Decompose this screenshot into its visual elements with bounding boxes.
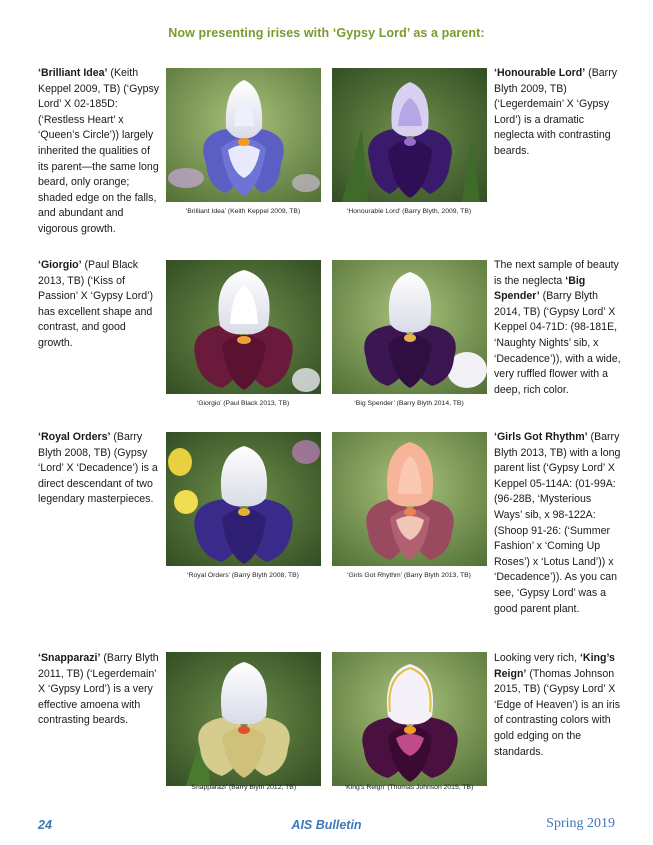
caption-kings-reign: ‘King’s Reign’ (Thomas Johnson 2015, TB) xyxy=(344,784,474,791)
description-giorgio xyxy=(38,258,160,352)
photo-kings-reign xyxy=(332,652,487,786)
photo-royal-orders xyxy=(166,432,321,566)
iris-description: (Barry Blyth 2009, TB) (‘Legerdemain’ X ‘Gypsy Lord’) is a dramatic neglecta with contrasting beards. xyxy=(494,67,618,157)
description-kings-reign xyxy=(494,651,622,760)
caption-giorgio: ‘Giorgio’ (Paul Black 2013, TB) xyxy=(196,400,290,407)
iris-name: ‘Big Spender’ xyxy=(494,274,586,303)
photo-girls-got-rhythm xyxy=(332,432,487,566)
iris-description: (Barry Blyth 2008, TB) (Gypsy ‘Lord’ X ‘Decadence’) is a direct descendant of two legendary masterpieces. xyxy=(38,431,158,506)
page-number: 24 xyxy=(38,818,52,832)
description-girls-got-rhythm xyxy=(494,430,622,617)
issue-date: Spring 2019 xyxy=(546,816,615,831)
description-royal-orders xyxy=(38,430,160,508)
iris-name: ‘Honourable Lord’ xyxy=(494,67,586,79)
caption-royal-orders: ‘Royal Orders’ (Barry Blyth 2008, TB) xyxy=(187,572,299,579)
iris-name: ‘Girls Got Rhythm’ xyxy=(494,431,588,443)
caption-brilliant-idea: ‘Brilliant Idea’ (Keith Keppel 2009, TB) xyxy=(185,208,301,215)
iris-description: (Barry Blyth 2013, TB) with a long parent list (‘Gypsy Lord’ X Keppel 05-114A: (01-99A: (96-28B, ‘Mysterious Ways’ sib, x 98-122A: (Shoop 91-26: (‘Summer Fashion’ x ‘Coming Up Roses’) x ‘Lotus Land’)) x ‘Decadence’)). As you can see, ‘Gypsy Lord’ was a good parent plant. xyxy=(494,431,621,615)
photo-big-spender xyxy=(332,260,487,394)
photo-brilliant-idea xyxy=(166,68,321,202)
iris-name: ‘King’s Reign’ xyxy=(494,652,615,680)
iris-description: (Thomas Johnson 2015, TB) (‘Gypsy Lord’ X ‘Edge of Heaven’) is an iris of contrasting colors with gold edging on the standards. xyxy=(494,667,621,758)
iris-description: (Barry Blyth 2014, TB) (‘Gypsy Lord’ X Keppel 04-71D: (98-181E, ‘Naughty Nights’ sib, x ‘Decadence’)), with a wide, very ruffled flower with a deep, rich color. xyxy=(494,290,621,396)
iris-intro: The next sample of beauty is the neglecta xyxy=(494,259,619,287)
iris-name: ‘Giorgio’ xyxy=(38,259,82,271)
iris-description: (Keith Keppel 2009, TB) (‘Gypsy Lord’ X 02-185D: (‘Restless Heart’ x ‘Queen’s Circle’)) largely inherited the qualities of its parent—the same long beard, only orange; shaded edge on the falls, and abundant and vigorous growth. xyxy=(38,67,160,235)
photo-giorgio xyxy=(166,260,321,394)
iris-description: (Barry Blyth 2011, TB) (‘Legerdemain’ X ‘Gypsy Lord’) is a very effective amoena with contrasting beards. xyxy=(38,652,159,727)
iris-name: ‘Royal Orders’ xyxy=(38,431,111,443)
caption-honourable-lord: ‘Honourable Lord’ (Barry Blyth, 2009, TB) xyxy=(346,208,472,215)
photo-snapparazi xyxy=(166,652,321,786)
iris-name: ‘Snapparazi’ xyxy=(38,652,101,664)
description-brilliant-idea xyxy=(38,66,160,238)
description-honourable-lord xyxy=(494,66,622,160)
caption-snapparazi: ‘Snapparazi’ (Barry Blyth 2012, TB) xyxy=(189,784,297,791)
caption-big-spender: ‘Big Spender’ (Barry Blyth 2014, TB) xyxy=(354,400,464,407)
caption-girls-got-rhythm: ‘Girls Got Rhythm’ (Barry Blyth 2013, TB) xyxy=(347,572,471,579)
publication-name: AIS Bulletin xyxy=(291,818,362,832)
iris-name: ‘Brilliant Idea’ xyxy=(38,67,108,79)
iris-description: (Paul Black 2013, TB) (‘Kiss of Passion’ X ‘Gypsy Lord’) has excellent shape and contrast, and good growth. xyxy=(38,259,154,349)
photo-honourable-lord xyxy=(332,68,487,202)
iris-intro: Looking very rich, xyxy=(494,652,580,664)
description-snapparazi xyxy=(38,651,160,729)
description-big-spender xyxy=(494,258,622,398)
page-title: Now presenting irises with ‘Gypsy Lord’ as a parent: xyxy=(168,26,485,40)
